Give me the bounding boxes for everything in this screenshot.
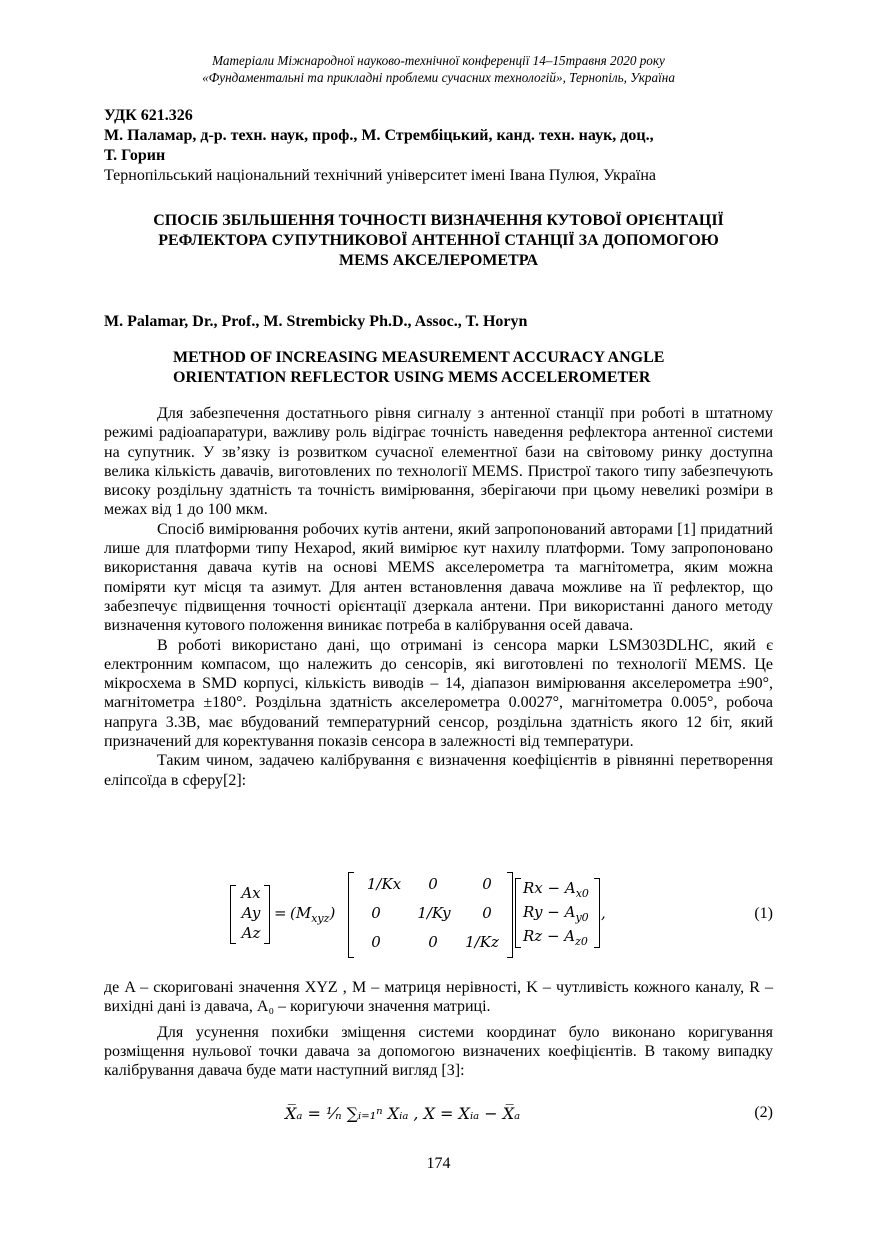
title-en-line1: METHOD OF INCREASING MEASUREMENT ACCURACY ANGLE [173,349,665,366]
k-matrix-13: 0 [482,875,492,893]
bracket-left [348,872,354,958]
vector-r-z-sub: z0 [575,935,588,948]
paragraph: Для усунення похибки зміщення системи координат було виконано коригування розміщення нульової точки давача за допомогою визначених коефіцієнтів. В такому випадку калібрування давача буде мати наступний вигляд [3]: [104,1023,773,1080]
k-matrix-21: 0 [371,904,381,922]
paragraph: де A – скориговані значення XYZ , M – матриця нерівності, K – чутливість кожного каналу, R – вихідні дані із давача, A₀ – коригуючи значення матриці. [104,979,773,1016]
vector-r-z-text: Rz − A [523,927,576,945]
title-ua [0,211,877,271]
conference-header-line2: «Фундаментальні та прикладні проблеми сучасних технологій», Тернопіль, Україна [202,70,675,85]
authors-ua-line1: М. Паламар, д-р. техн. наук, проф., М. Стрембіцький, канд. техн. наук, доц., [104,127,654,144]
paragraph: Для забезпечення достатнього рівня сигналу з антенної станції при роботі в штатному режимі радіоапаратури, важливу роль відіграє точність наведення рефлектора антенної системи на супутник. У зв’язку із розвитком сучасної елементної бази на світовому ринку доступна велика кількість давачів, виготовлених по технології MEMS. Пристрої такого типу забезпечують високу роздільну здатність та точність вимірювання, зберігаючи при цьому невеликі розміри в межах від 1 до 100 мкм. [104,405,773,519]
bracket-right [594,878,600,948]
vector-r-x-sub: x0 [575,887,589,900]
bracket-right [507,872,513,958]
k-matrix-12: 0 [428,875,438,893]
matrix-m-symbol: (M [290,904,312,922]
authors-ua-line2: Т. Горин [104,147,166,164]
k-matrix-32: 0 [428,933,438,951]
k-matrix-22: 1/Ky [417,904,451,922]
equation-2: X̅ₐ = ¹⁄ₙ ∑ᵢ₌₁ⁿ Xᵢₐ , X = Xᵢₐ − X̅ₐ [285,1104,521,1123]
equation-comma: , [601,904,606,922]
title-en-line2: ORIENTATION REFLECTOR USING MEMS ACCELEROMETER [173,369,651,386]
vector-r-x [523,879,589,900]
page-number: 174 [426,1155,451,1172]
title-ua-line2: РЕФЛЕКТОРА СУПУТНИКОВОЇ АНТЕННОЇ СТАНЦІЇ ЗА ДОПОМОГОЮ [158,232,719,249]
bracket-right [264,885,270,944]
vector-a-x: Ax [241,884,261,902]
udk-code: УДК 621.326 [104,107,193,124]
body-text-upper [104,404,773,790]
title-ua-line3: MEMS АКСЕЛЕРОМЕТРА [339,252,538,269]
matrix-m-subscript: xyz [311,912,330,925]
vector-r-y [523,903,589,924]
title-ua-line1: СПОСІБ ЗБІЛЬШЕННЯ ТОЧНОСТІ ВИЗНАЧЕННЯ КУТОВОЇ ОРІЄНТАЦІЇ [153,212,724,229]
paragraph: Таким чином, задачею калібрування є визначення коефіцієнтів в рівнянні перетворення еліпсоїда в сферу[2]: [104,752,773,789]
conference-header-line1: Матеріали Міжнародної науково-технічної конференції 14–15травня 2020 року [212,53,665,68]
k-matrix-31: 0 [371,933,381,951]
vector-r-y-text: Ry − A [523,903,576,921]
matrix-m-close: ) [329,904,336,922]
vector-r-y-sub: y0 [575,911,589,924]
equals-sign: = [274,904,287,922]
paragraph: В роботі використано дані, що отримані із сенсора марки LSM303DLHC, який є електронним компасом, що належить до сенсорів, які виготовлені по технології MEMS. Це мікросхема в SMD корпусі, кількість виводів – 14, діапазон вимірювання акселерометра ±90°, магнітометра ±180°. Роздільна здатність акселерометра 0.0027°, магнітометра 0.005°, робоча напруга 3.3В, має вбудований температурний сенсор, роздільна здатність якого 12 біт, який призначений для коректування показів сенсора в залежності від температури. [104,636,773,751]
k-matrix-33: 1/Kz [465,933,499,951]
k-matrix-23: 0 [482,904,492,922]
k-matrix-11: 1/Kx [366,875,402,893]
authors-en: M. Palamar, Dr., Prof., M. Strembicky Ph.D., Assoc., T. Horyn [104,313,528,330]
vector-r-z [523,927,588,948]
matrix-m [290,904,335,925]
vector-r-x-text: Rx − A [523,879,576,897]
affiliation: Тернопільський національний технічний університет імені Івана Пулюя, Україна [104,167,656,184]
equation-2-number: (2) [754,1104,773,1121]
body-text-lower [104,978,773,1080]
vector-a-y: Ay [241,904,261,922]
bracket-left [515,878,521,948]
vector-a-z: Az [241,924,261,942]
paragraph: Спосіб вимірювання робочих кутів антени, який запропонований авторами [1] придатний лише для платформи типу Hexapod, який вимірює кут нахилу платформи. Тому запропоновано використання давача кутів на основі MEMS акселерометра та магнітометра, яким можна поміряти кут місця та азимут. Для антен встановлення давача можливе на її рефлектор, що забезпечує підвищення точності орієнтації дзеркала антени. При використанні даного методу визначення кутового положення виникає потреба в калібрування осей давача. [104,520,773,635]
equation-1-number: (1) [754,905,773,922]
